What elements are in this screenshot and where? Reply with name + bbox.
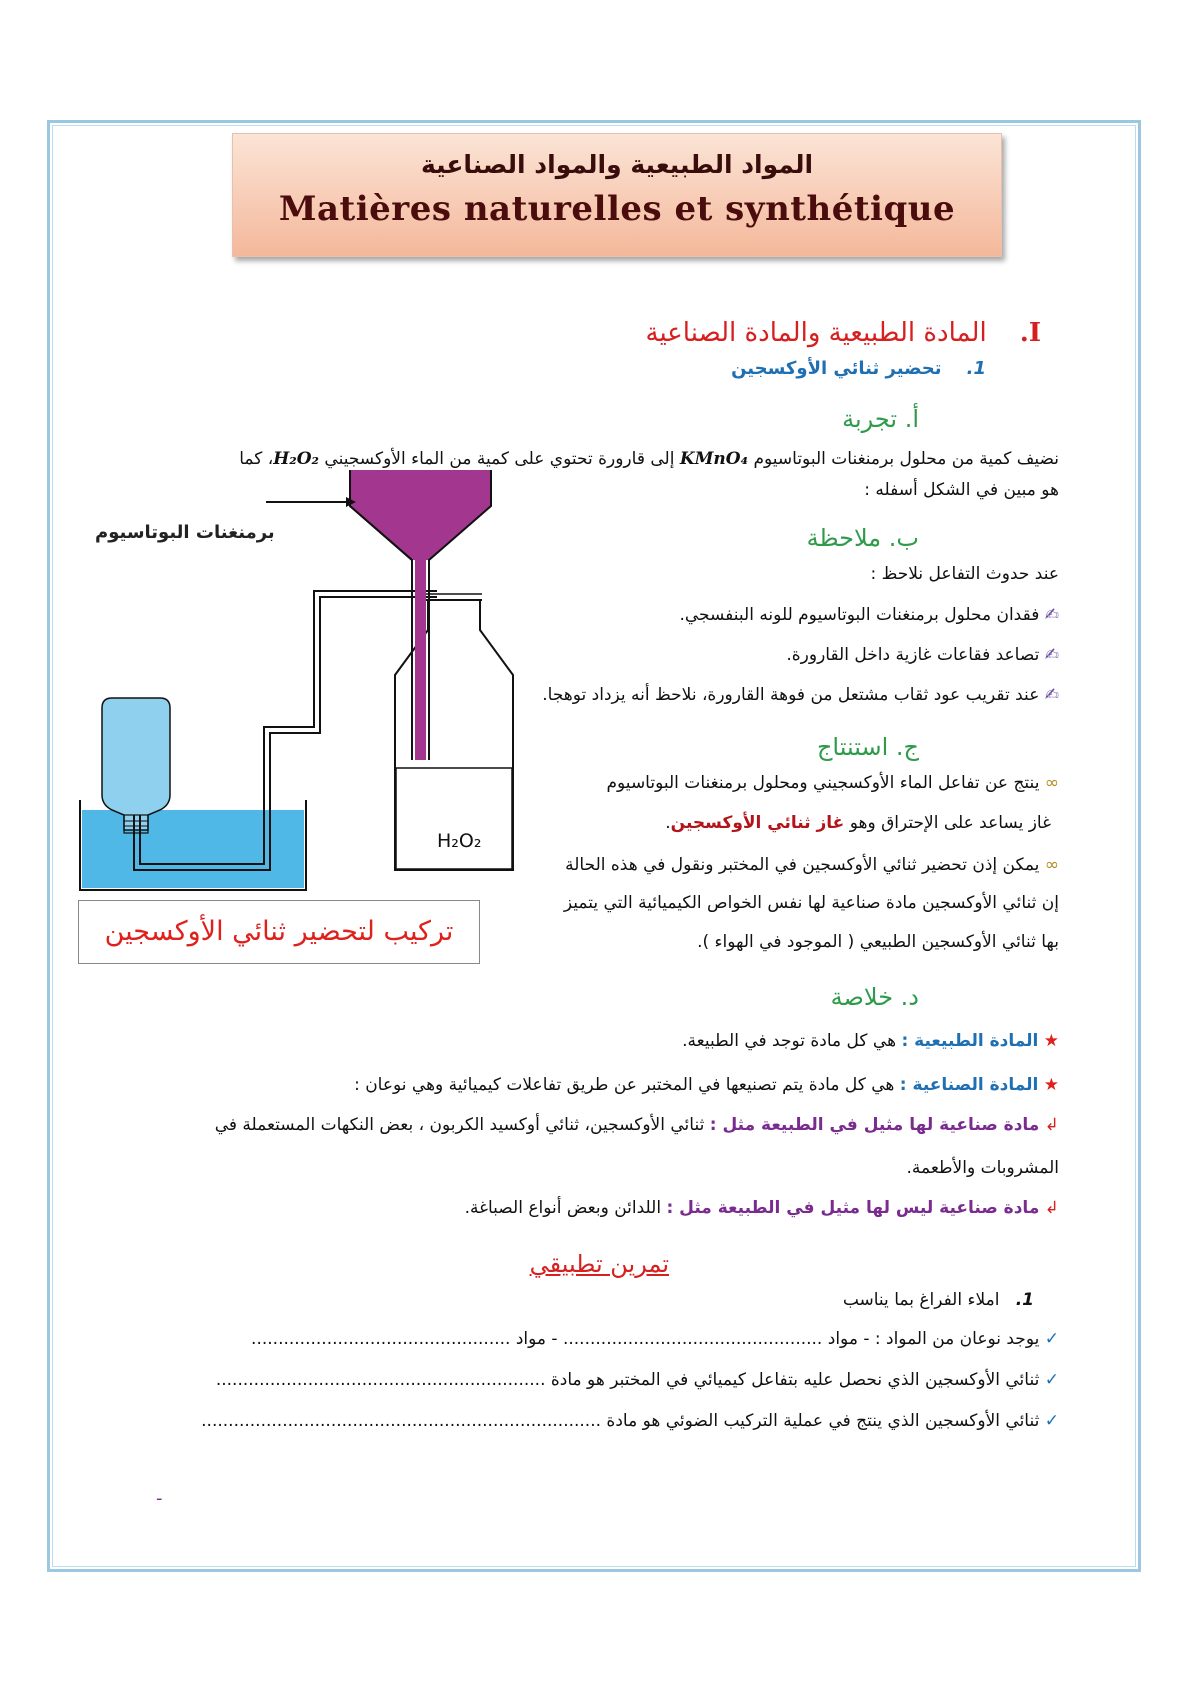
- type1-text: ثنائي الأوكسجين، ثنائي أوكسيد الكربون ، بعض النكهات المستعملة في: [214, 1115, 705, 1135]
- curved-arrow-icon: ↲: [1044, 1198, 1059, 1218]
- oxygen-gas-highlight: غاز ثنائي الأوكسجين: [670, 813, 845, 833]
- permanganate-label: برمنغنات البوتاسيوم: [95, 522, 275, 543]
- conclusion-text: غاز يساعد على الإحتراق وهو: [849, 813, 1051, 833]
- title-french: Matières naturelles et synthétique: [278, 189, 956, 229]
- footer-mark: -: [156, 1488, 163, 1509]
- summary-type-1-cont: المشروبات والأطعمة.: [906, 1158, 1059, 1178]
- flask-liquid: [396, 768, 512, 869]
- conclusion-line: إن ثنائي الأوكسجين مادة صناعية لها نفس الخواص الكيميائية التي يتميز: [563, 893, 1059, 913]
- conclusion-line: [565, 855, 1059, 875]
- formula-h2o2: H₂O₂: [273, 449, 319, 469]
- loop-icon: ∞: [1044, 773, 1059, 793]
- synthetic-label: المادة الصناعية :: [899, 1075, 1039, 1095]
- experiment-heading: أ. تجربة: [842, 405, 919, 433]
- check-icon: ✓: [1044, 1370, 1059, 1390]
- star-icon: ★: [1043, 1075, 1059, 1095]
- loop-icon: ∞: [1044, 855, 1059, 875]
- summary-synthetic: [354, 1075, 1059, 1095]
- section-heading: [646, 318, 1042, 348]
- summary-type-1: [215, 1115, 1059, 1135]
- observation-intro: عند حدوث التفاعل نلاحظ :: [870, 564, 1059, 584]
- observation-item: [786, 645, 1059, 665]
- synthetic-text: هي كل مادة يتم تصنيعها في المختبر عن طريق تفاعلات كيميائية وهي نوعان :: [354, 1075, 895, 1095]
- exercise-line-text: ثنائي الأوكسجين الذي ينتج في عملية التركيب الضوئي هو مادة ..........................................................................: [201, 1411, 1040, 1431]
- pen-icon: ✍: [1044, 605, 1059, 625]
- conclusion-text: يمكن إذن تحضير ثنائي الأوكسجين في المختبر ونقول في هذه الحالة: [565, 855, 1040, 875]
- conclusion-line: غاز يساعد على الإحتراق وهو غاز ثنائي الأوكسجين.: [665, 813, 1051, 833]
- observation-item-text: فقدان محلول برمنغنات البوتاسيوم للونه البنفسجي.: [679, 605, 1040, 625]
- type2-label: مادة صناعية ليس لها مثيل في الطبيعة مثل :: [666, 1198, 1040, 1218]
- exercise-line: [251, 1329, 1059, 1349]
- type1-label: مادة صناعية لها مثيل في الطبيعة مثل :: [709, 1115, 1040, 1135]
- curved-arrow-icon: ↲: [1044, 1115, 1059, 1135]
- conclusion-line: بها ثنائي الأوكسجين الطبيعي ( الموجود في الهواء ).: [697, 932, 1059, 952]
- summary-natural: [682, 1031, 1059, 1051]
- pen-icon: ✍: [1044, 645, 1059, 665]
- exercise-line: [216, 1370, 1059, 1390]
- flask-label: H₂O₂: [437, 830, 482, 852]
- subsection-title: تحضير ثنائي الأوكسجين: [731, 358, 942, 379]
- observation-heading: ب. ملاحظة: [806, 524, 919, 552]
- conclusion-line: [607, 773, 1060, 793]
- experiment-line-1: [239, 449, 1059, 469]
- conclusion-text: ينتج عن تفاعل الماء الأوكسجيني ومحلول برمنغنات البوتاسيوم: [606, 773, 1040, 793]
- experiment-text-b: إلى قارورة تحتوي على كمية من الماء الأوكسجيني: [324, 449, 675, 469]
- pen-icon: ✍: [1044, 685, 1059, 705]
- observation-item: [542, 685, 1059, 705]
- observation-item: [679, 605, 1059, 625]
- experiment-line-2: هو مبين في الشكل أسفله :: [864, 480, 1059, 500]
- exercise-question-text: املاء الفراغ بما يناسب: [842, 1290, 1000, 1310]
- natural-text: هي كل مادة توجد في الطبيعة.: [682, 1031, 897, 1051]
- subsection-number: 1.: [966, 358, 986, 379]
- observation-item-text: عند تقريب عود ثقاب مشتعل من فوهة القارورة، نلاحظ أنه يزداد توهجا.: [542, 685, 1040, 705]
- exercise-question-number: 1.: [1015, 1290, 1034, 1310]
- exercise-line-text: ثنائي الأوكسجين الذي نحصل عليه بتفاعل كيميائي في المختبر هو مادة .............................................................: [215, 1370, 1040, 1390]
- exercise-line: [201, 1411, 1059, 1431]
- exercise-question: [843, 1290, 1034, 1310]
- experiment-text-a: نضيف كمية من محلول برمنغنات البوتاسيوم: [753, 449, 1059, 469]
- natural-label: المادة الطبيعية :: [901, 1031, 1039, 1051]
- type2-text: اللدائن وبعض أنواع الصباغة.: [464, 1198, 662, 1218]
- subsection-heading: [731, 358, 986, 379]
- exercise-title: تمرين تطبيقي: [529, 1250, 669, 1278]
- title-banner: [232, 133, 1002, 257]
- section-number: I.: [1019, 318, 1041, 348]
- conclusion-heading: ج. استنتاج: [816, 733, 919, 761]
- check-icon: ✓: [1044, 1411, 1059, 1431]
- observation-item-text: تصاعد فقاعات غازية داخل القارورة.: [786, 645, 1040, 665]
- diagram-caption: تركيب لتحضير ثنائي الأوكسجين: [78, 900, 480, 964]
- experiment-text-c: ، كما: [239, 449, 274, 469]
- summary-type-2: [465, 1198, 1059, 1218]
- formula-kmno4: KMnO₄: [679, 449, 749, 469]
- check-icon: ✓: [1044, 1329, 1059, 1349]
- summary-heading: د. خلاصة: [830, 983, 919, 1011]
- star-icon: ★: [1043, 1031, 1059, 1051]
- section-title: المادة الطبيعية والمادة الصناعية: [645, 318, 987, 348]
- title-arabic: المواد الطبيعية والمواد الصناعية: [420, 150, 814, 179]
- exercise-line-text: يوجد نوعان من المواد : - مواد ................................................ - مواد ................................................: [251, 1329, 1040, 1349]
- collection-bottle: [102, 698, 170, 830]
